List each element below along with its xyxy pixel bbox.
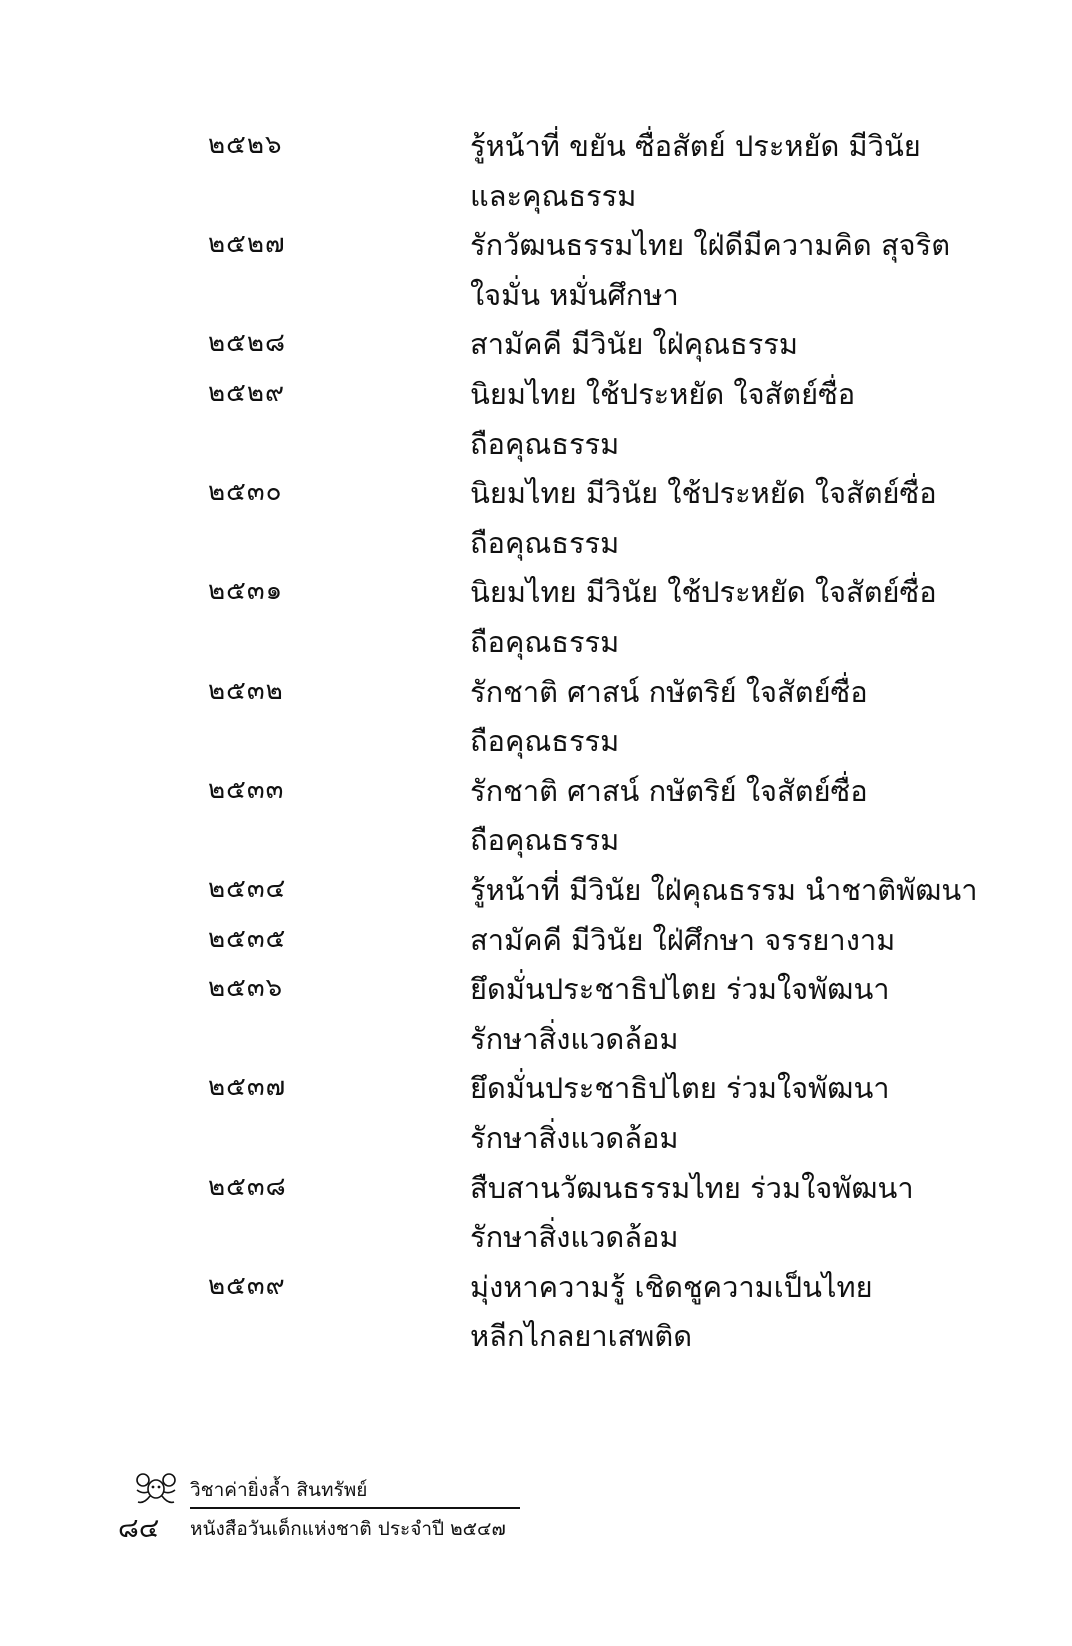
motto-line: ยึดมั่นประชาธิปไตย ร่วมใจพัฒนา — [470, 1071, 890, 1106]
mascot-logo-icon — [134, 1472, 178, 1506]
year-label: ๒๕๒๗ — [208, 229, 286, 260]
year-label: ๒๕๓๘ — [208, 1171, 287, 1202]
motto-line: สืบสานวัฒนธรรมไทย ร่วมใจพัฒนา — [470, 1170, 914, 1205]
year-label: ๒๕๒๖ — [208, 130, 283, 160]
motto-line: ถือคุณธรรม — [470, 426, 620, 461]
motto-line: ถือคุณธรรม — [470, 624, 620, 659]
motto-line: รักษาสิ่งแวดล้อม — [470, 1120, 679, 1155]
motto-line: ยึดมั่นประชาธิปไตย ร่วมใจพัฒนา — [470, 972, 890, 1007]
motto-line: และคุณธรรม — [470, 178, 637, 213]
motto-line: นิยมไทย มีวินัย ใช้ประหยัด ใจสัตย์ซื่อ — [470, 476, 937, 511]
year-label: ๒๕๓๑ — [208, 576, 284, 607]
book-title: หนังสือวันเด็กแห่งชาติ ประจำปี ๒๕๔๗ — [190, 1518, 506, 1540]
year-label: ๒๕๓๒ — [208, 675, 284, 706]
motto-line: รักชาติ ศาสน์ กษัตริย์ ใจสัตย์ซื่อ — [470, 773, 868, 808]
motto-text — [470, 122, 921, 221]
motto-text — [470, 1164, 914, 1263]
motto-line: สามัคคี มีวินัย ใฝ่คุณธรรม — [470, 327, 798, 362]
motto-text — [470, 1064, 890, 1163]
motto-text — [470, 668, 868, 767]
motto-text — [470, 916, 895, 966]
page-footer — [118, 1472, 538, 1552]
motto-text — [470, 568, 937, 667]
motto-text — [470, 866, 978, 916]
year-label: ๒๕๓๖ — [208, 973, 284, 1004]
year-label: ๒๕๓๙ — [208, 1270, 286, 1301]
year-label: ๒๕๓๓ — [208, 774, 285, 805]
year-label: ๒๕๓๔ — [208, 874, 287, 904]
motto-line: สามัคคี มีวินัย ใฝ่ศึกษา จรรยางาม — [470, 922, 896, 957]
motto-line: นิยมไทย ใช้ประหยัด ใจสัตย์ซื่อ — [470, 377, 856, 411]
motto-line: รักวัฒนธรรมไทย ใฝ่ดีมีความคิด สุจริต — [470, 228, 951, 263]
year-label: ๒๕๒๙ — [208, 378, 285, 408]
motto-line: ใจมั่น หมั่นศึกษา — [470, 277, 679, 312]
motto-line: รักษาสิ่งแวดล้อม — [470, 1021, 679, 1056]
motto-line: รู้หน้าที่ ขยัน ซื่อสัตย์ ประหยัด มีวินัย — [470, 129, 921, 163]
motto-line: รู้หน้าที่ มีวินัย ใฝ่คุณธรรม นำชาติพัฒนา — [470, 873, 978, 907]
motto-text — [470, 370, 855, 469]
year-label: ๒๕๓๗ — [208, 1072, 287, 1103]
motto-line: ถือคุณธรรม — [470, 724, 620, 759]
motto-line: มุ่งหาความรู้ เชิดชูความเป็นไทย — [470, 1269, 873, 1304]
motto-line: ถือคุณธรรม — [470, 525, 620, 560]
motto-line: รักษาสิ่งแวดล้อม — [470, 1220, 679, 1255]
motto-line: ถือคุณธรรม — [470, 823, 620, 858]
year-label: ๒๕๓๕ — [208, 923, 287, 954]
motto-text — [470, 221, 950, 320]
motto-line: รักชาติ ศาสน์ กษัตริย์ ใจสัตย์ซื่อ — [470, 674, 868, 709]
footer-divider — [190, 1507, 520, 1509]
motto-text — [470, 320, 798, 370]
motto-text — [470, 1263, 873, 1362]
motto-line: นิยมไทย มีวินัย ใช้ประหยัด ใจสัตย์ซื่อ — [470, 575, 937, 610]
motto-text — [470, 767, 868, 866]
footer-motto: วิชาค่ายิ่งล้ำ สินทรัพย์ — [190, 1479, 368, 1501]
motto-text — [470, 469, 937, 568]
page-number: ๘๔ — [118, 1513, 160, 1544]
motto-text — [470, 965, 890, 1064]
year-label: ๒๕๓๐ — [208, 477, 283, 508]
year-label: ๒๕๒๘ — [208, 328, 287, 359]
motto-line: หลีกไกลยาเสพติด — [470, 1319, 693, 1354]
